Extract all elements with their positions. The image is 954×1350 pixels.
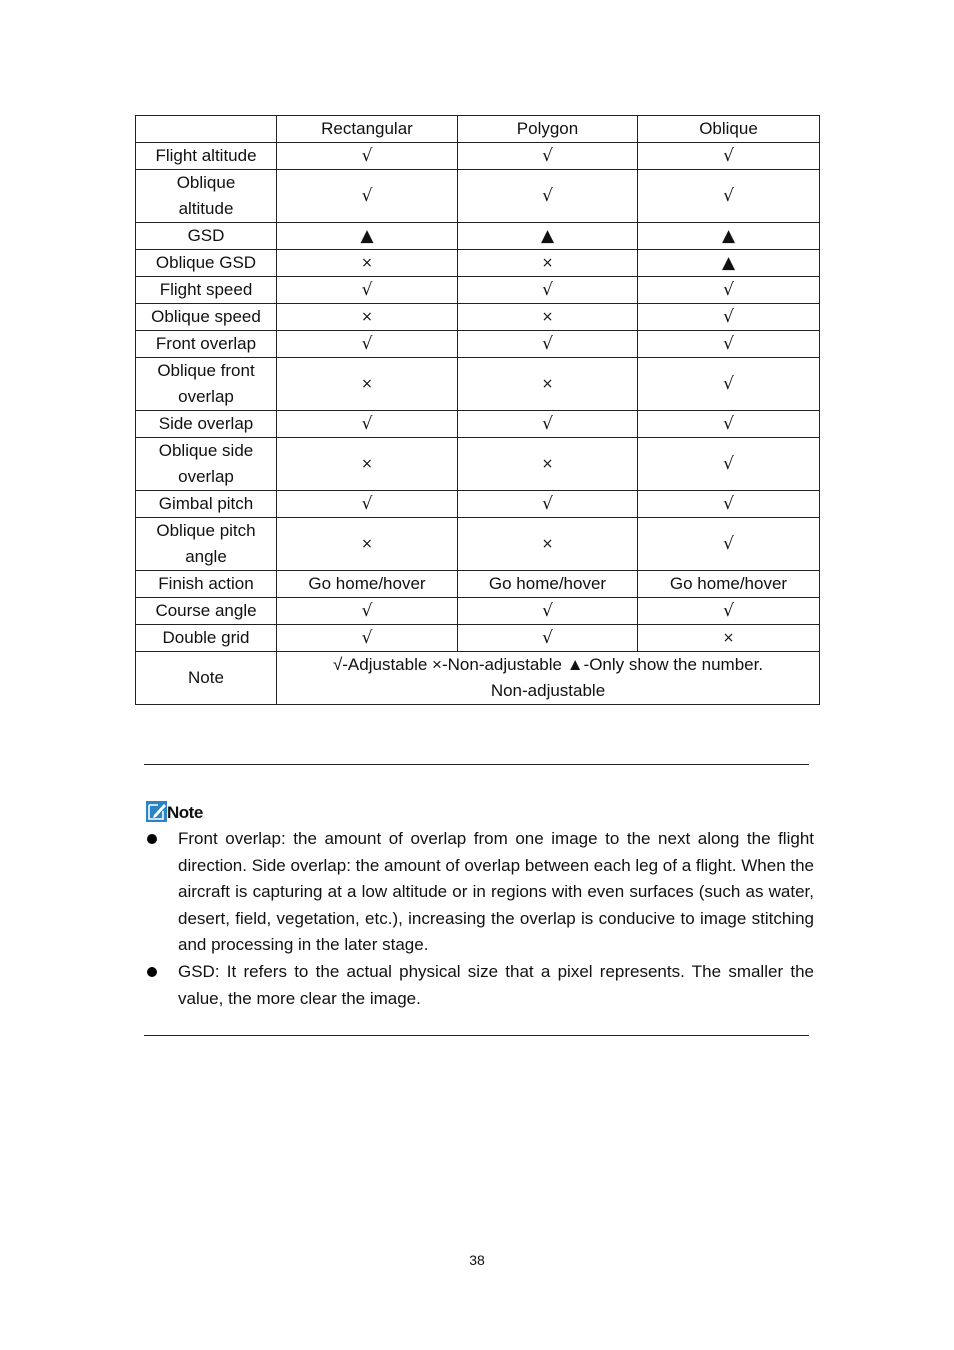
row-label: Double grid	[136, 625, 277, 652]
table-cell: Go home/hover	[277, 571, 458, 598]
table-cell: √	[638, 411, 820, 438]
table-header-row	[136, 116, 820, 143]
note-row-label: Note	[136, 652, 277, 705]
table-row	[136, 491, 820, 518]
note-row-legend	[277, 652, 820, 705]
header-cell-oblique: Oblique	[638, 116, 820, 143]
table-cell: √	[638, 170, 820, 223]
table-cell: √	[458, 598, 638, 625]
table-row	[136, 518, 820, 571]
list-item	[144, 826, 814, 959]
table-row	[136, 250, 820, 277]
table-cell: √	[638, 358, 820, 411]
row-label: Flight speed	[136, 277, 277, 304]
table-row	[136, 598, 820, 625]
page-number: 38	[469, 1252, 485, 1268]
table-cell: Go home/hover	[458, 571, 638, 598]
row-label: Front overlap	[136, 331, 277, 358]
table-cell: √	[458, 491, 638, 518]
table-row	[136, 438, 820, 491]
table-cell: √	[458, 277, 638, 304]
table-cell: √	[277, 598, 458, 625]
table-cell: √	[638, 143, 820, 170]
table-cell: √	[458, 331, 638, 358]
table-row	[136, 143, 820, 170]
bullet-text: Front overlap: the amount of overlap from one image to the next along the flight direction. Side overlap: the amount of overlap between each leg of a flight. When the aircraft is capturing at a low altitude or in regions with even surfaces (such as water, desert, field, vegetation, etc.), increasing the overlap is conducive to image stitching and processing in the later stage.	[178, 829, 815, 955]
table-row	[136, 170, 820, 223]
row-label: Oblique GSD	[136, 250, 277, 277]
header-cell-blank	[136, 116, 277, 143]
note-pencil-icon	[146, 801, 167, 822]
note-divider-bottom	[144, 1035, 809, 1036]
row-label: Gimbal pitch	[136, 491, 277, 518]
parameter-table-body	[136, 116, 820, 705]
table-cell: ×	[277, 358, 458, 411]
table-cell: ▲	[458, 223, 638, 250]
table-cell: ▲	[638, 250, 820, 277]
note-bullet-list	[144, 826, 814, 1012]
list-item	[144, 959, 814, 1012]
row-label: Flight altitude	[136, 143, 277, 170]
row-label: Oblique altitude	[136, 170, 277, 223]
table-cell: √	[638, 438, 820, 491]
row-label: Oblique front overlap	[136, 358, 277, 411]
note-title: Note	[167, 803, 203, 822]
table-cell: √	[277, 625, 458, 652]
table-cell: √	[458, 625, 638, 652]
bullet-text: GSD: It refers to the actual physical size that a pixel represents. The smaller the value, the more clear the image.	[178, 961, 814, 1008]
table-cell: ×	[277, 438, 458, 491]
table-cell: √	[638, 598, 820, 625]
table-cell: √	[638, 304, 820, 331]
table-row	[136, 358, 820, 411]
table-cell: √	[458, 143, 638, 170]
table-cell: ×	[458, 358, 638, 411]
table-cell: ×	[638, 625, 820, 652]
table-cell: √	[458, 170, 638, 223]
table-cell: √	[277, 331, 458, 358]
table-cell: ×	[277, 518, 458, 571]
table-cell: ×	[277, 304, 458, 331]
row-label: Oblique pitch angle	[136, 518, 277, 571]
table-note-row	[136, 652, 820, 705]
table-cell: ×	[458, 250, 638, 277]
table-cell: ▲	[638, 223, 820, 250]
bullet-dot-icon	[147, 834, 157, 844]
row-label: Oblique speed	[136, 304, 277, 331]
row-label: Course angle	[136, 598, 277, 625]
header-cell-rectangular: Rectangular	[277, 116, 458, 143]
table-row	[136, 625, 820, 652]
legend-line-1: √-Adjustable ×-Non-adjustable ▲-Only show the number.	[332, 655, 764, 674]
table-row	[136, 571, 820, 598]
note-divider-top	[144, 764, 809, 765]
table-cell: √	[638, 491, 820, 518]
table-row	[136, 331, 820, 358]
row-label: Oblique side overlap	[136, 438, 277, 491]
table-cell: √	[277, 143, 458, 170]
parameter-table	[135, 115, 820, 705]
table-cell: ▲	[277, 223, 458, 250]
table-row	[136, 223, 820, 250]
table-cell: √	[277, 277, 458, 304]
table-cell: √	[458, 411, 638, 438]
table-cell: √	[277, 170, 458, 223]
table-cell: √	[638, 331, 820, 358]
table-cell: Go home/hover	[638, 571, 820, 598]
table-row	[136, 277, 820, 304]
table-row	[136, 304, 820, 331]
header-cell-polygon: Polygon	[458, 116, 638, 143]
table-cell: ×	[458, 438, 638, 491]
table-cell: √	[277, 491, 458, 518]
bullet-dot-icon	[147, 967, 157, 977]
legend-line-2: Non-adjustable	[490, 681, 606, 700]
row-label: GSD	[136, 223, 277, 250]
row-label: Finish action	[136, 571, 277, 598]
table-cell: √	[638, 518, 820, 571]
table-cell: ×	[458, 304, 638, 331]
table-row	[136, 411, 820, 438]
note-heading	[146, 796, 203, 822]
table-cell: ×	[458, 518, 638, 571]
table-cell: √	[638, 277, 820, 304]
row-label: Side overlap	[136, 411, 277, 438]
table-cell: ×	[277, 250, 458, 277]
table-cell: √	[277, 411, 458, 438]
